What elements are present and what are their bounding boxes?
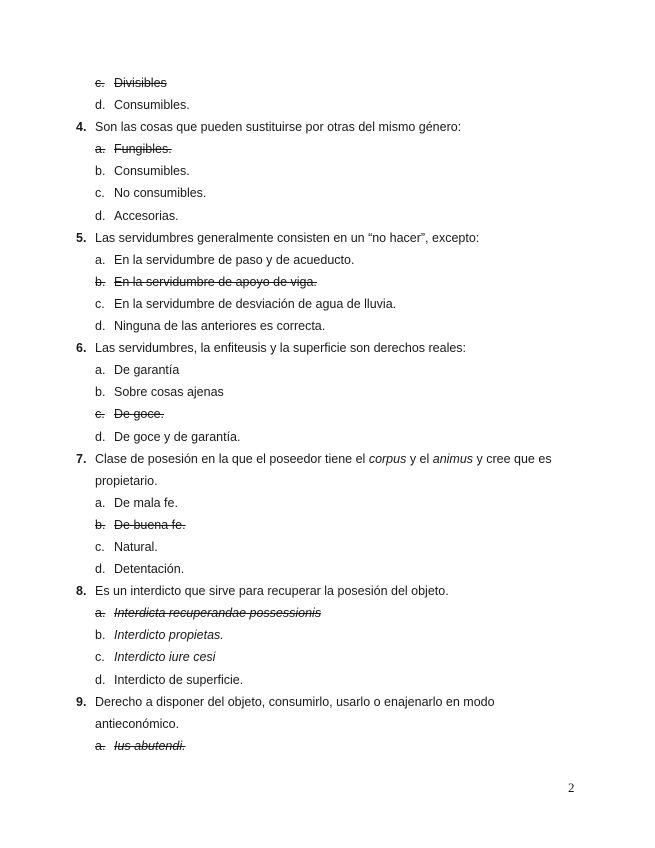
question-row xyxy=(0,691,655,713)
option-letter: b. xyxy=(95,517,106,532)
option-row xyxy=(0,624,655,646)
option-letter: c. xyxy=(95,650,105,665)
option-text: Fungibles. xyxy=(114,142,172,157)
option-letter: b. xyxy=(95,628,106,643)
option-letter: c. xyxy=(95,539,105,554)
option-text: Interdicto de superficie. xyxy=(114,672,244,687)
option-letter: a. xyxy=(95,738,106,753)
option-letter: b. xyxy=(95,164,106,179)
option-row xyxy=(0,315,655,337)
option-text: Accesorias. xyxy=(114,208,179,223)
option-row xyxy=(0,558,655,580)
option-text: Consumibles. xyxy=(114,98,190,113)
question-number: 4. xyxy=(76,120,87,135)
question-row xyxy=(0,580,655,602)
question-continuation-row xyxy=(0,470,655,492)
question-text xyxy=(95,448,552,470)
option-text: De goce. xyxy=(114,407,165,422)
question-number: 6. xyxy=(76,341,87,356)
document-body xyxy=(0,72,655,757)
question-text: Derecho a disponer del objeto, consumirlo, usarlo o enajenarlo en modo xyxy=(95,694,495,709)
option-text: Interdicto propietas. xyxy=(114,628,224,643)
question-continuation-row xyxy=(0,713,655,735)
option-letter: d. xyxy=(95,672,106,687)
option-letter: c. xyxy=(95,186,105,201)
option-text: Ius abutendi. xyxy=(114,738,186,753)
option-row xyxy=(0,536,655,558)
option-text: En la servidumbre de paso y de acueducto. xyxy=(114,252,355,267)
option-row xyxy=(0,426,655,448)
question-text: Es un interdicto que sirve para recuperar la posesión del objeto. xyxy=(95,584,449,599)
question-row xyxy=(0,337,655,359)
question-text-continuation: antieconómico. xyxy=(95,716,180,731)
option-row xyxy=(0,138,655,160)
option-text: En la servidumbre de desviación de agua de lluvia. xyxy=(114,296,397,311)
page-number: 2 xyxy=(568,780,575,795)
option-row xyxy=(0,403,655,425)
option-row xyxy=(0,160,655,182)
option-text: Detentación. xyxy=(114,562,185,577)
question-text-continuation: propietario. xyxy=(95,473,158,488)
option-letter: d. xyxy=(95,429,106,444)
option-text: Natural. xyxy=(114,539,158,554)
question-text: Las servidumbres generalmente consisten en un “no hacer”, excepto: xyxy=(95,230,480,245)
option-letter: d. xyxy=(95,98,106,113)
option-row xyxy=(0,514,655,536)
option-letter: c. xyxy=(95,296,105,311)
option-letter: d. xyxy=(95,562,106,577)
option-text: De buena fe. xyxy=(114,517,186,532)
option-row xyxy=(0,293,655,315)
option-row xyxy=(0,492,655,514)
question-text-part: Clase de posesión en la que el poseedor tiene el xyxy=(95,451,369,466)
option-row xyxy=(0,359,655,381)
option-text: De goce y de garantía. xyxy=(114,429,241,444)
option-letter: c. xyxy=(95,76,105,90)
option-row xyxy=(0,646,655,668)
option-row xyxy=(0,249,655,271)
option-text: Interdicta recuperandae possessionis xyxy=(114,606,322,621)
question-row xyxy=(0,116,655,138)
question-number: 8. xyxy=(76,584,87,599)
option-text: No consumibles. xyxy=(114,186,207,201)
option-letter: b. xyxy=(95,274,106,289)
option-letter: a. xyxy=(95,252,106,267)
option-letter: c. xyxy=(95,407,105,422)
option-letter: a. xyxy=(95,495,106,510)
option-letter: d. xyxy=(95,208,106,223)
option-row xyxy=(0,182,655,204)
option-row xyxy=(0,669,655,691)
option-row xyxy=(0,381,655,403)
question-row xyxy=(0,227,655,249)
question-row xyxy=(0,448,655,470)
option-letter: b. xyxy=(95,385,106,400)
option-text: Divisibles xyxy=(114,76,167,90)
option-letter: a. xyxy=(95,363,106,378)
question-text-part: y cree que es xyxy=(473,451,552,466)
option-row xyxy=(0,271,655,293)
question-text-part: y el xyxy=(406,451,433,466)
question-number: 9. xyxy=(76,694,87,709)
question-text: Son las cosas que pueden sustituirse por otras del mismo género: xyxy=(95,120,462,135)
option-text: De mala fe. xyxy=(114,495,178,510)
option-text: Interdicto iure cesi xyxy=(114,650,216,665)
option-row xyxy=(0,735,655,757)
option-letter: d. xyxy=(95,319,106,334)
question-number: 5. xyxy=(76,230,87,245)
option-letter: a. xyxy=(95,142,106,157)
question-text-italic: corpus xyxy=(368,451,407,466)
option-text: Sobre cosas ajenas xyxy=(114,385,224,400)
question-text: Las servidumbres, la enfiteusis y la superficie son derechos reales: xyxy=(95,341,467,356)
option-text: De garantía xyxy=(114,363,180,378)
question-text-italic: animus xyxy=(432,451,474,466)
option-row xyxy=(0,205,655,227)
option-letter: a. xyxy=(95,606,106,621)
option-text: Ninguna de las anteriores es correcta. xyxy=(114,319,326,334)
option-text: En la servidumbre de apoyo de viga. xyxy=(114,274,317,289)
question-number: 7. xyxy=(76,451,87,466)
option-row xyxy=(0,72,655,94)
option-row xyxy=(0,602,655,624)
option-text: Consumibles. xyxy=(114,164,190,179)
option-row xyxy=(0,94,655,116)
